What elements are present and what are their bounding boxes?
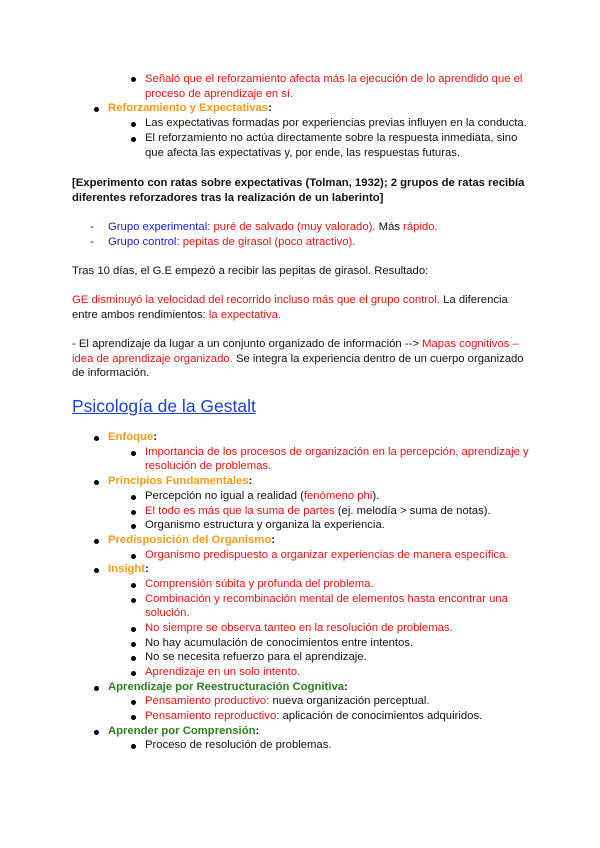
item-red: fenómeno phi bbox=[303, 490, 373, 502]
concl-text: Se integra la experiencia dentro de un cuerpo organizado bbox=[235, 353, 524, 365]
bullet-icon bbox=[94, 568, 99, 573]
heading-insight bbox=[108, 562, 149, 576]
bullet-icon bbox=[131, 627, 136, 632]
item-text: nueva organización perceptual. bbox=[269, 695, 430, 707]
colon: : bbox=[271, 534, 275, 546]
result-line2-red: la expectativa. bbox=[208, 309, 282, 321]
bullet-icon bbox=[131, 524, 136, 529]
list-item: No hay acumulación de conocimientos entre intentos. bbox=[145, 637, 414, 649]
bullet-icon bbox=[94, 480, 99, 485]
list-item: No se necesita refuerzo para el aprendizaje. bbox=[145, 651, 367, 663]
list-item bbox=[145, 504, 491, 518]
section-title[interactable]: Psicología de la Gestalt bbox=[72, 396, 256, 416]
bullet-icon bbox=[131, 744, 136, 749]
bullet-icon bbox=[131, 451, 136, 456]
heading-predisposicion bbox=[108, 533, 275, 547]
experiment-title: [Experimento con ratas sobre expectativas (Tolman, 1932); 2 grupos de ratas recibía bbox=[72, 177, 525, 189]
bullet-icon bbox=[131, 77, 136, 82]
item-text: ). bbox=[372, 490, 380, 502]
result-red: GE disminuyó la velocidad del recorrido incluso más que el grupo control. bbox=[72, 294, 440, 306]
bullet-icon bbox=[131, 510, 136, 515]
heading-text: Predisposición del Organismo bbox=[108, 534, 272, 546]
bullet-icon bbox=[94, 539, 99, 544]
dash-icon: - bbox=[90, 236, 94, 248]
list-item: Comprensión súbita y profunda del problema. bbox=[145, 578, 374, 590]
colon: : bbox=[268, 102, 272, 114]
list-item: Organismo estructura y organiza la experiencia. bbox=[145, 519, 385, 531]
colon: : bbox=[248, 475, 253, 487]
concl-text: - El aprendizaje da lugar a un conjunto organizado de información --> bbox=[72, 338, 419, 350]
bullet-icon bbox=[94, 686, 99, 691]
concl-red: Mapas cognitivos – bbox=[422, 338, 519, 350]
bullet-icon bbox=[131, 137, 136, 142]
colon: : bbox=[153, 431, 157, 443]
bullet-icon bbox=[131, 700, 136, 705]
list-item: Aprendizaje en un solo intento. bbox=[145, 666, 301, 678]
list-item: Combinación y recombinación mental de elementos hasta encontrar una bbox=[145, 593, 508, 605]
group-experimental bbox=[108, 220, 438, 234]
bullet-icon bbox=[94, 730, 99, 735]
heading-text: Enfoque bbox=[108, 431, 154, 443]
list-item bbox=[145, 694, 430, 708]
bullet-icon bbox=[94, 107, 99, 112]
result-line2: entre ambos rendimientos: bbox=[72, 309, 206, 321]
heading-principios bbox=[108, 474, 252, 488]
heading-enfoque bbox=[108, 430, 157, 444]
bullet-icon bbox=[131, 642, 136, 647]
paragraph-after: Tras 10 días, el G.E empezó a recibir las pepitas de girasol. Resultado: bbox=[72, 265, 429, 277]
group-label: Grupo experimental: bbox=[108, 221, 211, 233]
paragraph-result-2 bbox=[72, 308, 281, 322]
heading-reestructuracion bbox=[108, 680, 348, 694]
item-red: Pensamiento reproductivo: bbox=[145, 710, 280, 722]
group-label: Grupo control: bbox=[108, 236, 180, 248]
concl-red: idea de aprendizaje organizado. bbox=[72, 353, 233, 365]
paragraph-result bbox=[72, 293, 508, 307]
group-extra-red: rápido. bbox=[403, 221, 438, 233]
group-extra: Más bbox=[378, 221, 400, 233]
paragraph-conclusion-2 bbox=[72, 352, 524, 366]
heading-text: Reforzamiento y Expectativas bbox=[108, 102, 269, 114]
list-item: Las expectativas formadas por experiencias previas influyen en la conducta. bbox=[145, 117, 527, 129]
heading-text: Insight bbox=[108, 563, 146, 575]
experiment-title: diferentes reforzadores tras la realización de un laberinto] bbox=[72, 192, 384, 204]
heading-text: Aprender por Comprensión bbox=[108, 725, 256, 737]
item-red: El todo es más que la suma de partes bbox=[145, 505, 335, 517]
heading-reforzamiento bbox=[108, 101, 272, 115]
bullet-icon bbox=[131, 656, 136, 661]
list-item bbox=[145, 489, 379, 503]
list-item: Proceso de resolución de problemas. bbox=[145, 739, 332, 751]
bullet-icon bbox=[131, 715, 136, 720]
heading-text: Principios Fundamentales bbox=[108, 475, 249, 487]
bullet-icon bbox=[131, 495, 136, 500]
heading-text: Aprendizaje por Reestructuración Cognitiva bbox=[108, 681, 345, 693]
list-item: Importancia de los procesos de organización en la percepción, aprendizaje y bbox=[145, 446, 529, 458]
bullet-icon bbox=[131, 122, 136, 127]
bullet-icon bbox=[94, 436, 99, 441]
list-item: No siempre se observa tanteo en la resolución de problemas. bbox=[145, 622, 453, 634]
colon: : bbox=[344, 681, 348, 693]
bullet-icon bbox=[131, 583, 136, 588]
list-item: que afecta las expectativas y, por ende, las respuestas futuras. bbox=[145, 147, 461, 159]
dash-icon: - bbox=[90, 221, 94, 233]
item-text: Percepción no igual a realidad ( bbox=[145, 490, 304, 502]
heading-comprension bbox=[108, 724, 259, 738]
group-food: pepitas de girasol (poco atractivo). bbox=[182, 236, 356, 248]
colon: : bbox=[255, 725, 260, 737]
group-food: puré de salvado (muy valorado). bbox=[213, 221, 376, 233]
paragraph-conclusion bbox=[72, 337, 519, 351]
bullet-icon bbox=[131, 671, 136, 676]
list-item bbox=[145, 709, 482, 723]
top-item-line: proceso de aprendizaje en sí. bbox=[145, 88, 294, 100]
list-item: resolución de problemas. bbox=[145, 460, 272, 472]
item-text: aplicación de conocimientos adquiridos. bbox=[279, 710, 483, 722]
item-red: Pensamiento productivo: bbox=[145, 695, 270, 707]
paragraph-conclusion-3: de información. bbox=[72, 367, 150, 379]
bullet-icon bbox=[131, 554, 136, 559]
colon: : bbox=[145, 563, 149, 575]
group-control bbox=[108, 235, 355, 249]
bullet-icon bbox=[131, 598, 136, 603]
item-text: (ej. melodía > suma de notas). bbox=[334, 505, 491, 517]
result-rest: La diferencia bbox=[443, 294, 508, 306]
list-item: solución. bbox=[145, 607, 190, 619]
top-item-line: Señaló que el reforzamiento afecta más la ejecución de lo aprendido que el bbox=[145, 73, 523, 85]
list-item: El reforzamiento no actúa directamente sobre la respuesta inmediata, sino bbox=[145, 132, 518, 144]
list-item: Organismo predispuesto a organizar experiencias de manera específica. bbox=[145, 549, 509, 561]
